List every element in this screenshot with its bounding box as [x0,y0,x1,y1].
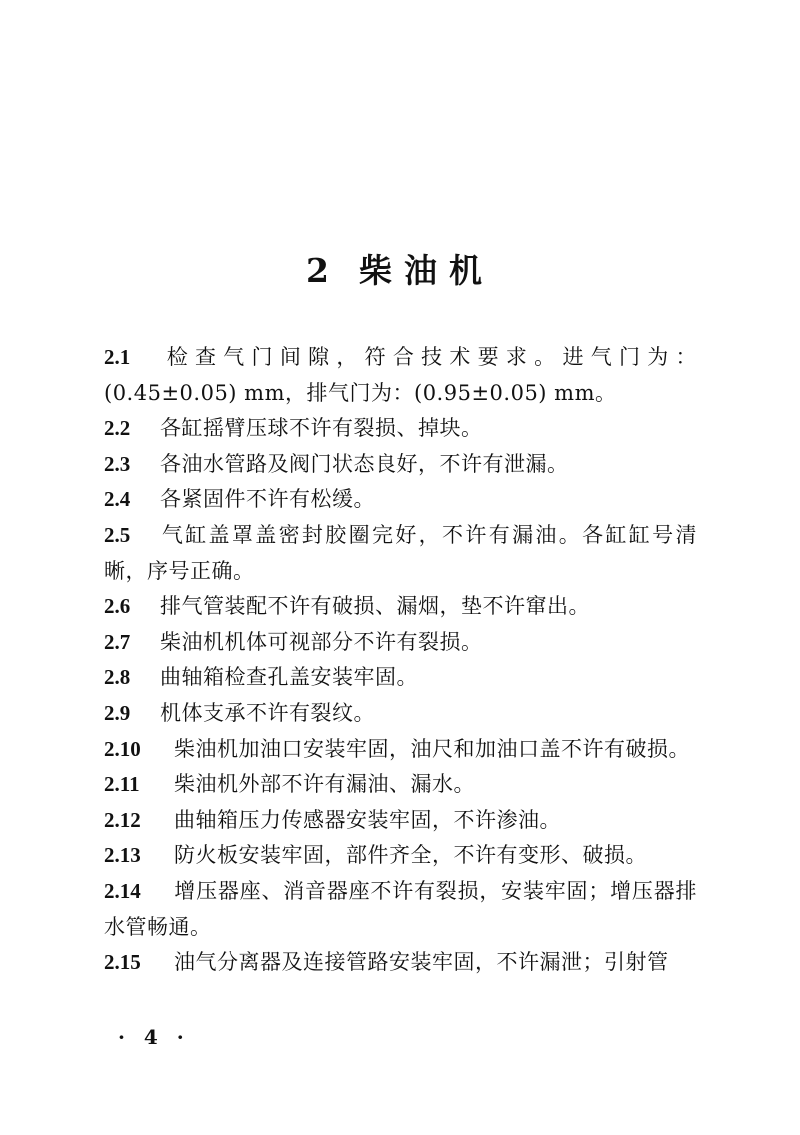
clause-number: 2.7 [104,629,131,654]
clause-2-13 [104,838,697,874]
clause-2-5 [104,518,697,589]
clause-number: 2.9 [104,700,131,725]
clause-number: 2.11 [104,772,140,797]
clause-list [104,340,697,981]
clause-text: 气缸盖罩盖密封胶圈完好，不许有漏油。各缸缸号清晰，序号正确。 [104,522,697,583]
chapter-title [0,246,800,296]
clause-2-3 [104,447,697,483]
clause-text: 各缸摇臂压球不许有裂损、掉块。 [160,416,483,441]
chapter-name: 柴油机 [358,251,494,290]
clause-2-11 [104,767,697,803]
clause-number: 2.13 [104,843,141,868]
clause-text: 机体支承不许有裂纹。 [160,700,375,725]
clause-2-15 [104,945,697,981]
clause-number: 2.14 [104,878,141,903]
clause-text: 各紧固件不许有松缓。 [160,487,375,512]
clause-2-7 [104,625,697,661]
clause-number: 2.5 [104,522,131,547]
clause-number: 2.3 [104,451,131,476]
page-number: · 4 · [118,1025,190,1049]
clause-text: 曲轴箱检查孔盖安装牢固。 [160,665,418,690]
clause-text: 排气管装配不许有破损、漏烟，垫不许窜出。 [160,594,590,619]
clause-number: 2.4 [104,487,131,512]
clause-text: 柴油机机体可视部分不许有裂损。 [160,629,483,654]
clause-2-9 [104,696,697,732]
clause-text: 柴油机外部不许有漏油、漏水。 [174,772,475,797]
clause-2-12 [104,803,697,839]
clause-number: 2.2 [104,416,131,441]
chapter-number: 2 [306,251,341,290]
clause-2-14 [104,874,697,945]
clause-text: 各油水管路及阀门状态良好，不许有泄漏。 [160,451,569,476]
clause-number: 2.6 [104,594,131,619]
clause-2-6 [104,589,697,625]
clause-2-1 [104,340,697,411]
clause-2-8 [104,660,697,696]
clause-2-10 [104,732,697,768]
clause-text: 曲轴箱压力传感器安装牢固，不许渗油。 [174,807,561,832]
clause-text: 油气分离器及连接管路安装牢固，不许漏泄；引射管 [174,950,669,975]
clause-number: 2.8 [104,665,131,690]
clause-2-2 [104,411,697,447]
clause-number: 2.15 [104,950,141,975]
clause-text: 增压器座、消音器座不许有裂损，安装牢固；增压器排水管畅通。 [104,878,697,939]
clause-number: 2.10 [104,736,141,761]
clause-number: 2.1 [104,345,131,369]
clause-text: 防火板安装牢固，部件齐全，不许有变形、破损。 [174,843,647,868]
clause-number: 2.12 [104,807,141,832]
clause-2-4 [104,482,697,518]
clause-text: 柴油机加油口安装牢固，油尺和加油口盖不许有破损。 [174,736,690,761]
clause-text: 检查气门间隙，符合技术要求。进气门为：(0.45±0.05) mm，排气门为：(0.95±0.05) mm。 [104,345,697,405]
